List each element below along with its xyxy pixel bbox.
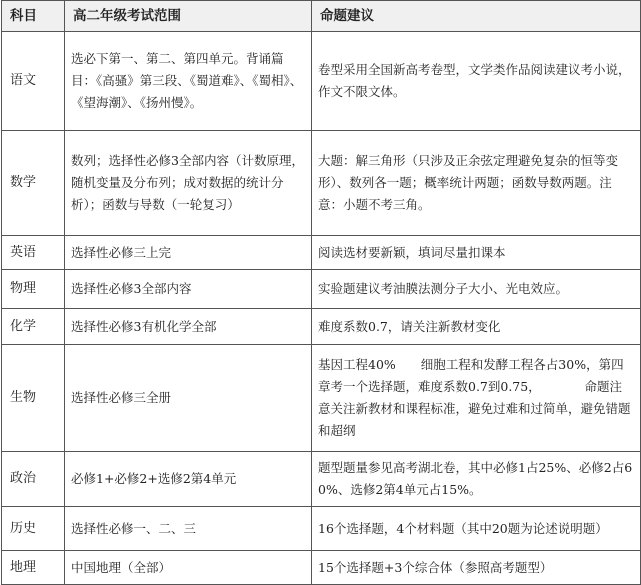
table-row [2, 270, 641, 309]
table-row [2, 452, 641, 507]
advice-cell: 阅读选材要新颖，填词尽量扣课本 [312, 236, 641, 270]
subject-cell: 地理 [2, 551, 65, 585]
table-row [2, 236, 641, 270]
advice-cell: 题型题量参见高考湖北卷，其中必修1占25%、必修2占60%、选修2第4单元占15%。 [312, 452, 641, 507]
advice-cell: 实验题建议考油膜法测分子大小、光电效应。 [312, 270, 641, 309]
scope-cell: 数列；选择性必修3全部内容（计数原理，随机变量及分布列；成对数据的统计分析）；函数与导数（一轮复习） [65, 131, 312, 236]
scope-cell: 选择性必修三上完 [65, 236, 312, 270]
header-subject: 科目 [2, 1, 65, 32]
subject-cell: 历史 [2, 507, 65, 551]
table-row [2, 131, 641, 236]
scope-cell: 选择性必修3有机化学全部 [65, 309, 312, 345]
advice-cell: 16个选择题，4个材料题（其中20题为论述说明题） [312, 507, 641, 551]
scope-cell: 必修1+必修2+选修2第4单元 [65, 452, 312, 507]
subject-cell: 政治 [2, 452, 65, 507]
header-scope: 高二年级考试范围 [65, 1, 312, 32]
subject-cell: 英语 [2, 236, 65, 270]
advice-cell: 大题：解三角形（只涉及正余弦定理避免复杂的恒等变形）、数列各一题；概率统计两题；函数导数两题。注意：小题不考三角。 [312, 131, 641, 236]
advice-cell: 难度系数0.7，请关注新教材变化 [312, 309, 641, 345]
advice-cell: 15个选择题+3个综合体（参照高考题型） [312, 551, 641, 585]
exam-scope-table [1, 0, 641, 585]
table-row [2, 32, 641, 131]
advice-cell: 基因工程40% 细胞工程和发酵工程各占30%，第四章考一个选择题，难度系数0.7到0.75， 命题注意关注新教材和课程标准，避免过难和过简单，避免错题和超纲 [312, 345, 641, 452]
scope-cell: 选择性必修三全册 [65, 345, 312, 452]
subject-cell: 化学 [2, 309, 65, 345]
subject-cell: 数学 [2, 131, 65, 236]
table-row [2, 309, 641, 345]
header-advice: 命题建议 [312, 1, 641, 32]
scope-cell: 中国地理（全部） [65, 551, 312, 585]
scope-cell: 选必下第一、第二、第四单元。背诵篇目：《高骚》第三段、《蜀道难》、《蜀相》、《望海潮》、《扬州慢》。 [65, 32, 312, 131]
scope-cell: 选择性必修一、二、三 [65, 507, 312, 551]
subject-cell: 语文 [2, 32, 65, 131]
scope-cell: 选择性必修3全部内容 [65, 270, 312, 309]
subject-cell: 物理 [2, 270, 65, 309]
header-row [2, 1, 641, 32]
table-row [2, 507, 641, 551]
table-row [2, 345, 641, 452]
subject-cell: 生物 [2, 345, 65, 452]
advice-cell: 卷型采用全国新高考卷型，文学类作品阅读建议考小说，作文不限文体。 [312, 32, 641, 131]
table-row [2, 551, 641, 585]
